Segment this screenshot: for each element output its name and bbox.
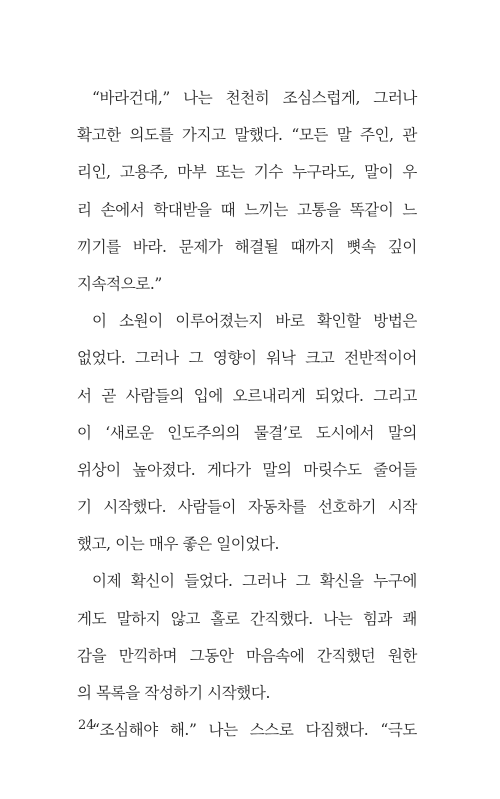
text-line: 서 곧 사람들의 입에 오르내리게 되었다. 그리고 [77,386,417,405]
body-text [77,80,417,749]
text-line: 없었다. 그러나 그 영향이 워낙 크고 전반적이어 [77,349,417,368]
text-line: “바라건대,” 나는 천천히 조심스럽게, 그러나 [92,89,417,107]
page-number: 24 [78,718,95,733]
text-line: 리인, 고용주, 마부 또는 기수 누구라도, 말이 우 [77,163,417,182]
text-line: 했고, 이는 매우 좋은 일이었다. [77,535,280,554]
text-line: 위상이 높아졌다. 게다가 말의 마릿수도 줄어들 [77,460,417,479]
text-line: 이 ‘새로운 인도주의의 물결’로 도시에서 말의 [77,423,417,442]
text-line: 감을 만끽하며 그동안 마음속에 간직했던 원한 [77,646,417,665]
text-line: 확고한 의도를 가지고 말했다. “모든 말 주인, 관 [77,126,417,145]
text-line: 게도 말하지 않고 홀로 간직했다. 나는 힘과 쾌 [77,609,417,628]
text-line: 리 손에서 학대받을 때 느끼는 고통을 똑같이 느 [77,200,417,219]
text-line: 이 소원이 이루어졌는지 바로 확인할 방법은 [92,312,417,331]
text-line: 이제 확신이 들었다. 그러나 그 확신을 누구에 [92,572,417,591]
text-line: 지속적으로.” [77,274,162,293]
text-line: “조심해야 해.” 나는 스스로 다짐했다. “극도 [92,721,417,740]
text-line: 의 목록을 작성하기 시작했다. [77,684,270,702]
text-line: 끼기를 바라. 문제가 해결될 때까지 뼛속 깊이 [77,237,417,256]
text-line: 기 시작했다. 사람들이 자동차를 선호하기 시작 [77,498,417,517]
